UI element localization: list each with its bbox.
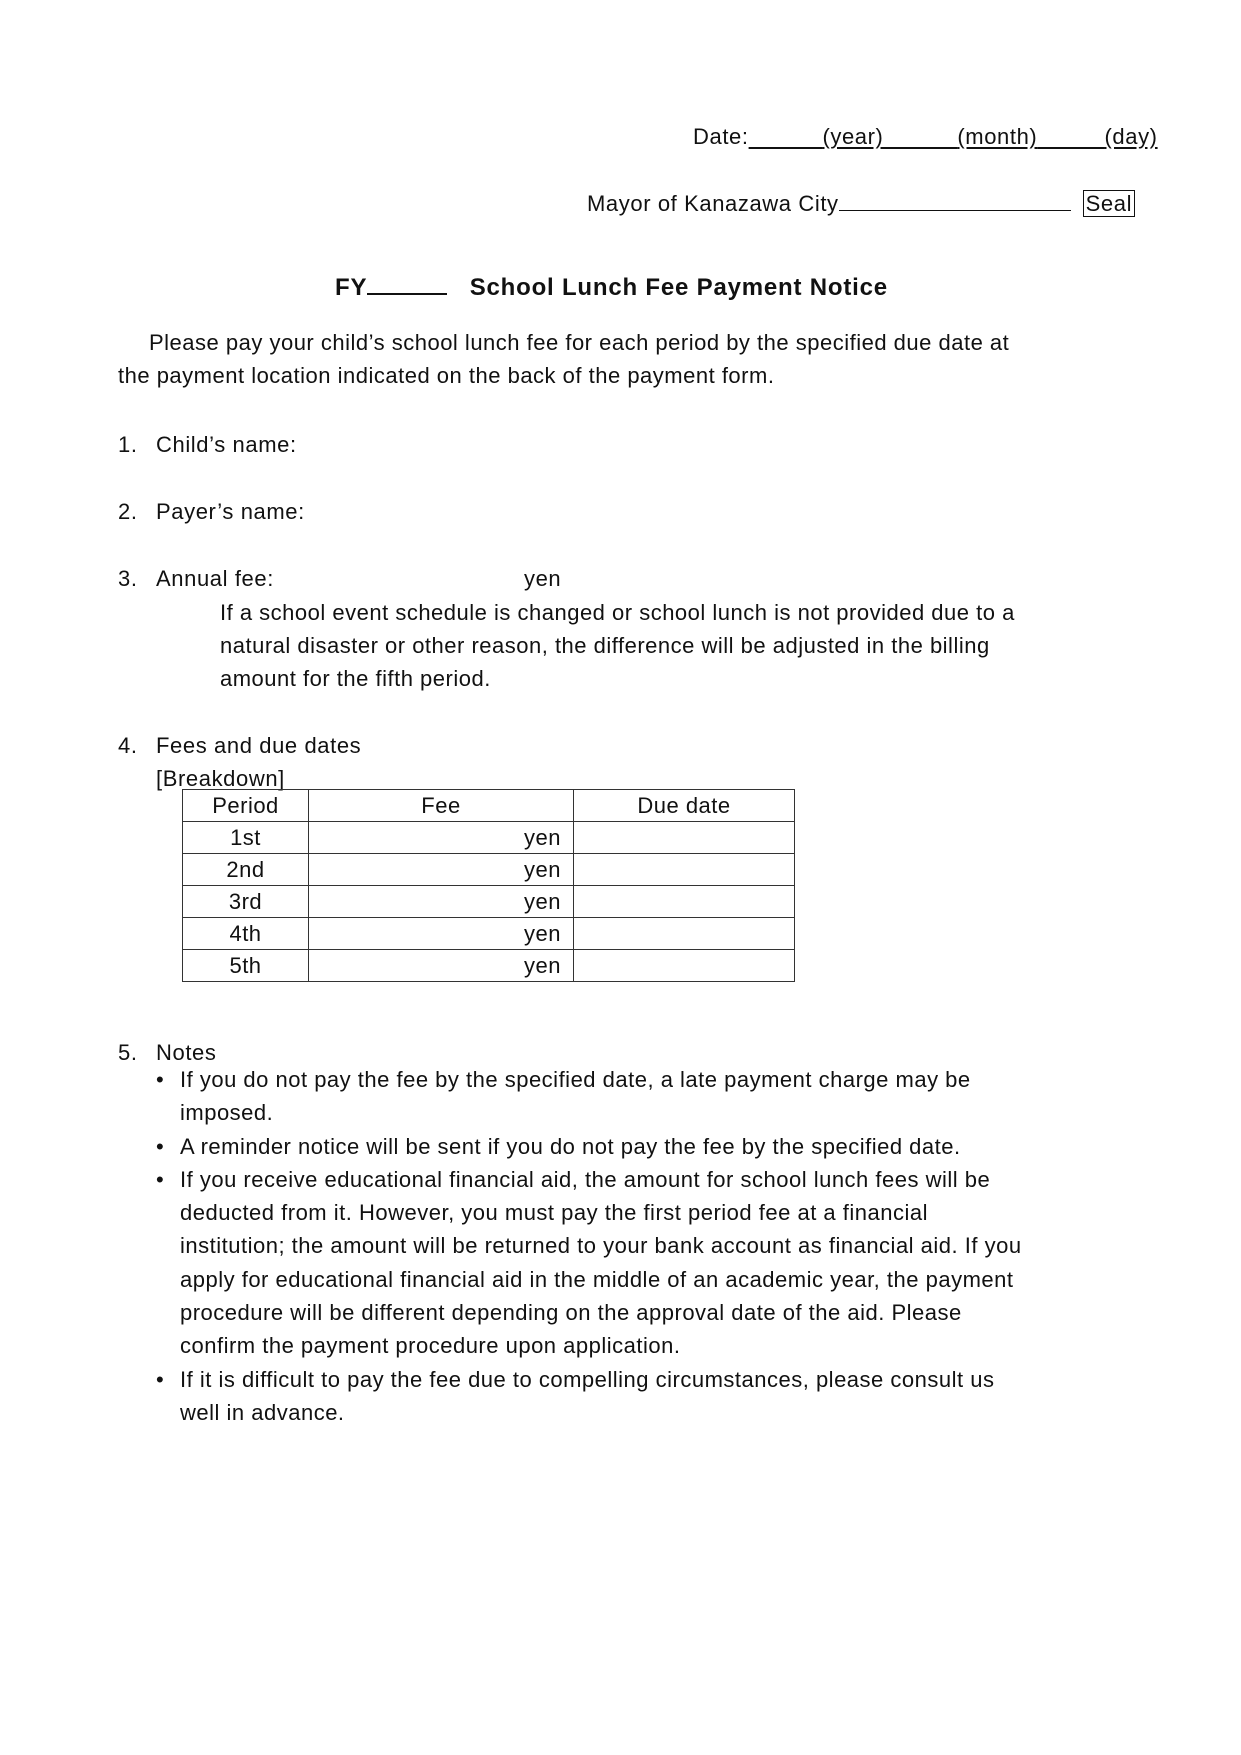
- mayor-line: [587, 191, 1135, 217]
- period-cell: 1st: [183, 822, 309, 854]
- table-row: [183, 886, 795, 918]
- due-date-cell[interactable]: [574, 918, 795, 950]
- list-item: • If it is difficult to pay the fee due to compelling circumstances, please consult us well in advance.: [150, 1363, 1110, 1430]
- due-date-cell[interactable]: [574, 854, 795, 886]
- intro-paragraph: Please pay your child’s school lunch fee for each period by the specified due date at the payment location indicated on the back of the payment form.: [118, 330, 1010, 388]
- due-date-cell[interactable]: [574, 886, 795, 918]
- mayor-label: Mayor of Kanazawa City: [587, 191, 839, 216]
- period-cell: 5th: [183, 950, 309, 982]
- child-name-item: 1. Child’s name:: [118, 432, 297, 457]
- list-item: • If you do not pay the fee by the specified date, a late payment charge may be imposed.: [150, 1063, 1110, 1130]
- fee-cell[interactable]: yen: [309, 950, 574, 982]
- annual-fee-label: Annual fee:: [156, 566, 274, 591]
- bullet-icon: •: [156, 1067, 165, 1092]
- annual-fee-item: 3. Annual fee: yen: [118, 566, 562, 591]
- bullet-icon: •: [156, 1133, 165, 1159]
- table-row: [183, 950, 795, 982]
- date-year-field[interactable]: (year) (month) (day): [822, 124, 1158, 149]
- fees-due-item: 4. Fees and due dates: [118, 733, 362, 758]
- column-header-due-date: Due date: [574, 790, 795, 822]
- mayor-signature-field[interactable]: [839, 192, 1071, 211]
- notes-item: 5. Notes: [118, 1040, 217, 1065]
- annual-fee-note: If a school event schedule is changed or school lunch is not provided due to a natural disaster or other reason, the difference will be adjusted in the billing amount for the fifth period.: [220, 600, 1015, 691]
- column-header-fee: Fee: [309, 790, 574, 822]
- fee-cell[interactable]: yen: [309, 822, 574, 854]
- period-cell: 3rd: [183, 886, 309, 918]
- child-name-label: Child’s name:: [156, 432, 297, 457]
- payer-name-item: 2. Payer’s name:: [118, 499, 305, 524]
- bullet-icon: •: [156, 1166, 165, 1192]
- table-row: [183, 854, 795, 886]
- table-row: [183, 918, 795, 950]
- date-label: Date:: [693, 124, 749, 149]
- fee-cell[interactable]: yen: [309, 886, 574, 918]
- seal-box: Seal: [1083, 190, 1135, 217]
- period-cell: 2nd: [183, 854, 309, 886]
- bullet-icon: •: [156, 1366, 165, 1392]
- due-date-cell[interactable]: [574, 950, 795, 982]
- column-header-period: Period: [183, 790, 309, 822]
- breakdown-label: [Breakdown]: [156, 766, 285, 791]
- fee-cell[interactable]: yen: [309, 854, 574, 886]
- period-cell: 4th: [183, 918, 309, 950]
- page-title: FY School Lunch Fee Payment Notice: [335, 274, 888, 301]
- fiscal-year-field[interactable]: [367, 275, 447, 295]
- breakdown-table: [182, 789, 795, 982]
- notes-label: Notes: [156, 1040, 217, 1065]
- list-item: • If you receive educational financial aid, the amount for school lunch fees will be deducted from it. However, you must pay the first period fee at a financial institution; the amount will be returned to your bank account as financial aid. If you apply for educational financial aid in the middle of an academic year, the payment procedure will be different depending on the approval date of the aid. Please confirm the payment procedure upon application.: [150, 1163, 1110, 1363]
- notes-list: [150, 1063, 1110, 1429]
- table-row: [183, 822, 795, 854]
- date-line: [693, 124, 1158, 150]
- fees-due-label: Fees and due dates: [156, 733, 362, 758]
- annual-fee-unit: yen: [524, 566, 562, 591]
- table-header-row: [183, 790, 795, 822]
- fee-cell[interactable]: yen: [309, 918, 574, 950]
- list-item: • A reminder notice will be sent if you do not pay the fee by the specified date.: [150, 1130, 1110, 1163]
- due-date-cell[interactable]: [574, 822, 795, 854]
- payer-name-label: Payer’s name:: [156, 499, 305, 524]
